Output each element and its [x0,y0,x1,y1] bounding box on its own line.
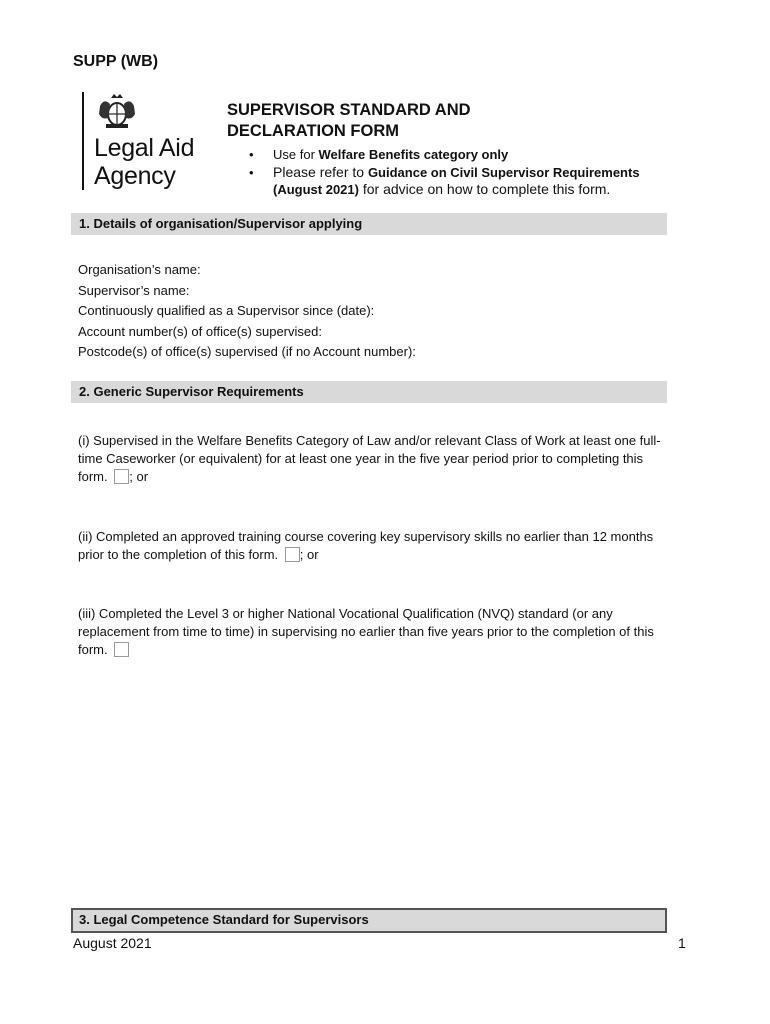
supervisor-name-field[interactable]: Supervisor’s name: [78,282,190,298]
logo-line-2: Agency [94,162,176,190]
instruction-item: • Please refer to Guidance on Civil Supervisor Requirements (August 2021) for advice on how to complete this form. [249,164,640,197]
requirement-1-checkbox[interactable] [114,469,129,484]
organisation-details [78,260,416,363]
requirement-3-checkbox[interactable] [114,642,129,657]
qualified-since-field[interactable]: Continuously qualified as a Supervisor since (date): [78,303,375,319]
requirement-2: (ii) Completed an approved training course covering key supervisory skills no earlier than 12 months prior to the completion of this form. ; or [78,529,654,562]
bullet-icon: • [249,165,254,180]
section-1-heading: 1. Details of organisation/Supervisor applying [71,213,667,235]
royal-crest-icon [92,92,142,130]
postcode-field[interactable]: Postcode(s) of office(s) supervised (if no Account number): [78,344,416,360]
logo-line-1: Legal Aid [94,134,195,162]
requirement-2-checkbox[interactable] [285,547,300,562]
legal-aid-agency-logo [82,92,212,192]
account-number-field[interactable]: Account number(s) of office(s) supervised: [78,323,322,339]
instructions-list [249,147,669,198]
form-code: SUPP (WB) [73,53,159,70]
logo-divider [82,92,84,190]
requirement-3: (iii) Completed the Level 3 or higher National Vocational Qualification (NVQ) standard (or any replacement from time to time) in supervising no earlier than five years prior to the completion of this form. [78,606,654,657]
organisation-name-field[interactable]: Organisation’s name: [78,262,201,277]
section-3-heading: 3. Legal Competence Standard for Supervisors [71,908,667,933]
form-title: SUPERVISOR STANDARD AND DECLARATION FORM [227,101,471,140]
section-2-heading: 2. Generic Supervisor Requirements [71,381,667,403]
bullet-icon: • [249,147,254,162]
footer-date: August 2021 [73,935,152,951]
instruction-item: • Use for Welfare Benefits category only [249,147,509,162]
requirement-1: (i) Supervised in the Welfare Benefits Category of Law and/or relevant Class of Work at least one full-time Caseworker (or equivalent) for at least one year in the five year period prior to completing this form. ; or [78,433,661,484]
page-number: 1 [678,935,686,951]
